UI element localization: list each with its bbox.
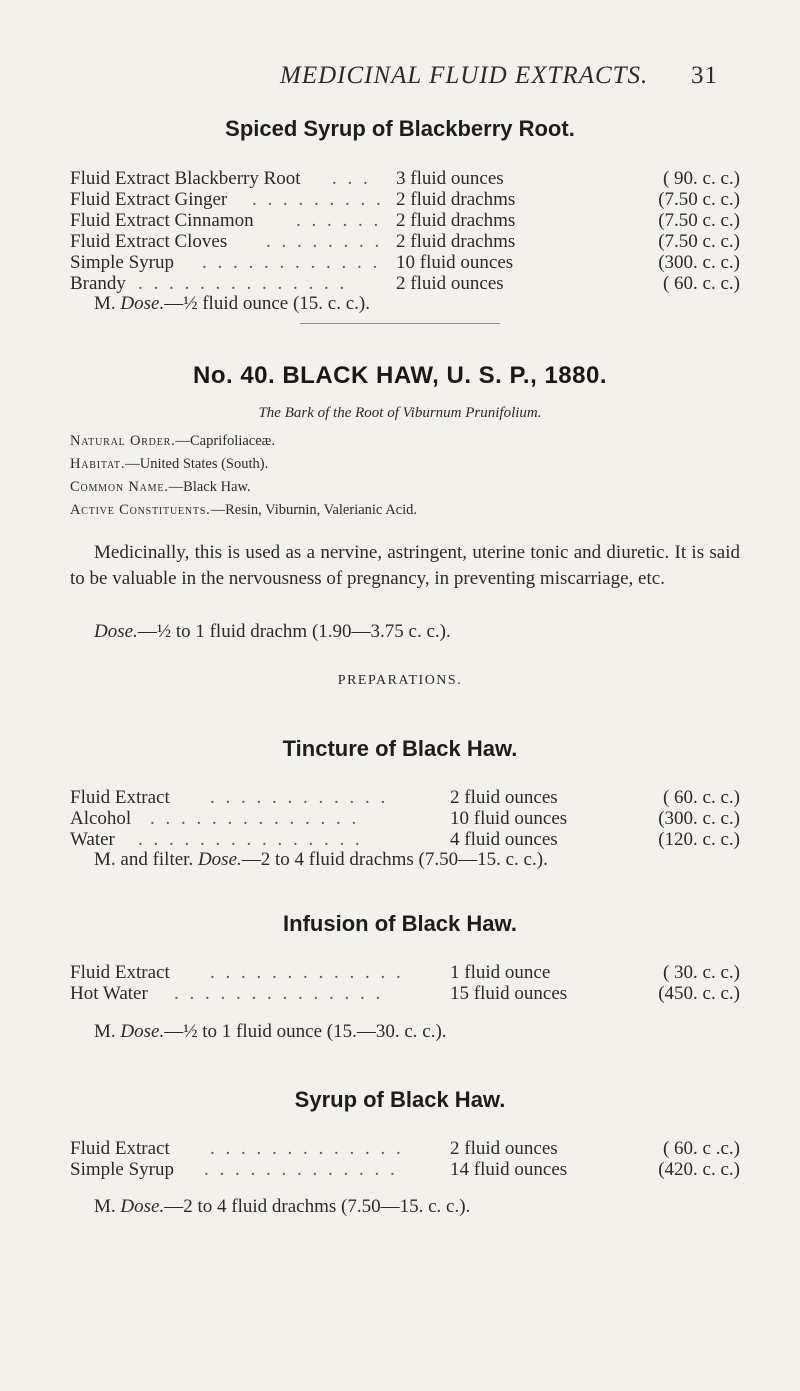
dot-leader: . . . . . . bbox=[296, 210, 382, 231]
mix-instruction: M. and filter. bbox=[94, 849, 194, 870]
fact-line bbox=[70, 430, 417, 453]
ingredient-name: Fluid Extract bbox=[70, 1138, 170, 1159]
ingredient-name: Alcohol bbox=[70, 808, 132, 829]
preparations-label: PREPARATIONS. bbox=[337, 673, 463, 688]
recipe-row bbox=[70, 787, 740, 808]
section-divider bbox=[300, 323, 500, 324]
dose-label: Dose. bbox=[197, 849, 242, 870]
ingredient-name: Fluid Extract Blackberry Root bbox=[70, 168, 301, 189]
recipe-row bbox=[70, 1159, 740, 1180]
recipe-row bbox=[70, 983, 740, 1004]
ingredient-metric: (120. c. c.) bbox=[658, 829, 740, 850]
recipe-row bbox=[70, 231, 740, 252]
recipe-row bbox=[70, 829, 740, 850]
ingredient-quantity: 2 fluid ounces bbox=[396, 273, 504, 294]
fact-label: Active Constituents. bbox=[70, 502, 211, 518]
ingredient-name: Brandy bbox=[70, 273, 126, 294]
dot-leader: . . . . . . . . . . . . . . bbox=[150, 808, 360, 829]
dose-text: —½ to 1 fluid ounce (15.—30. c. c.). bbox=[164, 1021, 447, 1042]
fact-label: Habitat. bbox=[70, 456, 126, 472]
tincture-title: Tincture of Black Haw. bbox=[282, 736, 518, 761]
dose-label: Dose. bbox=[120, 1021, 165, 1042]
black-haw-description: Medicinally, this is used as a nervine, astringent, uterine tonic and diuretic. It is said to be valuable in the nervousness of pregnancy, in preventing miscarriage, etc. bbox=[70, 542, 740, 589]
page-number: 31 bbox=[691, 62, 718, 89]
ingredient-quantity: 10 fluid ounces bbox=[396, 252, 514, 273]
ingredient-metric: (300. c. c.) bbox=[658, 252, 740, 273]
fact-line bbox=[70, 453, 417, 476]
fact-value: —United States (South). bbox=[125, 456, 269, 472]
ingredient-name: Fluid Extract bbox=[70, 787, 170, 808]
infusion-title: Infusion of Black Haw. bbox=[283, 911, 517, 936]
mix-instruction: M. bbox=[94, 1196, 116, 1217]
recipe-row bbox=[70, 273, 740, 294]
recipe-row bbox=[70, 808, 740, 829]
ingredient-metric: ( 60. c. c.) bbox=[662, 787, 740, 808]
ingredient-name: Fluid Extract bbox=[70, 962, 170, 983]
infusion-dose-line bbox=[94, 1021, 447, 1043]
dot-leader: . . . . . . . . . . . . . bbox=[210, 962, 404, 983]
ingredient-name: Simple Syrup bbox=[70, 1159, 174, 1180]
black-haw-facts bbox=[70, 430, 417, 522]
ingredient-quantity: 1 fluid ounce bbox=[450, 962, 551, 983]
dot-leader: . . . . . . . . . . . . . bbox=[210, 1138, 404, 1159]
running-head-title: MEDICINAL FLUID EXTRACTS. bbox=[280, 62, 649, 89]
ingredient-metric: (7.50 c. c.) bbox=[658, 231, 740, 252]
mix-instruction: M. bbox=[94, 1021, 116, 1042]
fact-value: —Caprifoliaceæ. bbox=[175, 433, 275, 449]
tincture-recipe bbox=[70, 787, 740, 850]
dot-leader: . . . . . . . . . . . . bbox=[202, 252, 381, 273]
syrup-dose-line bbox=[94, 1196, 470, 1218]
syrup-title: Syrup of Black Haw. bbox=[294, 1087, 506, 1112]
fact-label: Natural Order. bbox=[70, 433, 176, 449]
syrup-recipe bbox=[70, 1138, 740, 1180]
ingredient-metric: ( 90. c. c.) bbox=[662, 168, 740, 189]
dot-leader: . . . . . . . . . . . . . . . bbox=[138, 829, 363, 850]
infusion-recipe bbox=[70, 962, 740, 1004]
ingredient-metric: ( 30. c. c.) bbox=[662, 962, 740, 983]
ingredient-quantity: 2 fluid drachms bbox=[396, 231, 516, 252]
dose-label: Dose. bbox=[120, 1196, 165, 1217]
spiced-syrup-recipe bbox=[70, 168, 740, 294]
tincture-dose-line bbox=[94, 849, 548, 871]
ingredient-name: Hot Water bbox=[70, 983, 148, 1004]
dot-leader: . . . . . . . . bbox=[266, 231, 383, 252]
dot-leader: . . . . . . . . . . . . . . bbox=[174, 983, 384, 1004]
dot-leader: . . . . . . . . . . . . bbox=[210, 787, 389, 808]
dose-text: —½ to 1 fluid drachm (1.90—3.75 c. c.). bbox=[137, 621, 451, 642]
spiced-syrup-dose-line bbox=[94, 293, 370, 315]
recipe-row bbox=[70, 168, 740, 189]
recipe-row bbox=[70, 252, 740, 273]
fact-value: —Resin, Viburnin, Valerianic Acid. bbox=[210, 502, 418, 518]
ingredient-metric: ( 60. c .c.) bbox=[662, 1138, 740, 1159]
dot-leader: . . . . . . . . . bbox=[252, 189, 384, 210]
ingredient-name: Fluid Extract Cloves bbox=[70, 231, 228, 252]
recipe-row bbox=[70, 1138, 740, 1159]
ingredient-metric: (7.50 c. c.) bbox=[658, 210, 740, 231]
ingredient-quantity: 2 fluid ounces bbox=[450, 1138, 558, 1159]
ingredient-metric: ( 60. c. c.) bbox=[662, 273, 740, 294]
ingredient-metric: (420. c. c.) bbox=[658, 1159, 740, 1180]
ingredient-metric: (300. c. c.) bbox=[658, 808, 740, 829]
dot-leader: . . . bbox=[332, 168, 371, 189]
spiced-syrup-title: Spiced Syrup of Blackberry Root. bbox=[225, 116, 575, 141]
dose-label: Dose. bbox=[94, 621, 138, 642]
dot-leader: . . . . . . . . . . . . . . bbox=[138, 273, 348, 294]
dose-label: Dose. bbox=[120, 293, 165, 314]
recipe-row bbox=[70, 962, 740, 983]
ingredient-quantity: 3 fluid ounces bbox=[396, 168, 504, 189]
ingredient-quantity: 2 fluid drachms bbox=[396, 189, 516, 210]
mix-instruction: M. bbox=[94, 293, 116, 314]
dose-text: —2 to 4 fluid drachms (7.50—15. c. c.). bbox=[241, 849, 548, 870]
fact-value: —Black Haw. bbox=[168, 479, 251, 495]
fact-line bbox=[70, 476, 417, 499]
ingredient-quantity: 4 fluid ounces bbox=[450, 829, 558, 850]
ingredient-name: Simple Syrup bbox=[70, 252, 174, 273]
dot-leader: . . . . . . . . . . . . . bbox=[204, 1159, 398, 1180]
dose-text: —2 to 4 fluid drachms (7.50—15. c. c.). bbox=[164, 1196, 471, 1217]
ingredient-name: Fluid Extract Ginger bbox=[70, 189, 228, 210]
fact-label: Common Name. bbox=[70, 479, 169, 495]
ingredient-quantity: 10 fluid ounces bbox=[450, 808, 568, 829]
recipe-row bbox=[70, 210, 740, 231]
recipe-row bbox=[70, 189, 740, 210]
ingredient-name: Water bbox=[70, 829, 115, 850]
ingredient-quantity: 2 fluid drachms bbox=[396, 210, 516, 231]
dose-text: —½ fluid ounce (15. c. c.). bbox=[164, 293, 370, 314]
ingredient-metric: (7.50 c. c.) bbox=[658, 189, 740, 210]
ingredient-quantity: 15 fluid ounces bbox=[450, 983, 568, 1004]
ingredient-quantity: 2 fluid ounces bbox=[450, 787, 558, 808]
ingredient-metric: (450. c. c.) bbox=[658, 983, 740, 1004]
fact-line bbox=[70, 499, 417, 522]
ingredient-name: Fluid Extract Cinnamon bbox=[70, 210, 254, 231]
ingredient-quantity: 14 fluid ounces bbox=[450, 1159, 568, 1180]
black-haw-subtitle: The Bark of the Root of Viburnum Prunifolium. bbox=[258, 405, 542, 421]
black-haw-heading: No. 40. BLACK HAW, U. S. P., 1880. bbox=[192, 362, 607, 389]
black-haw-dose-line bbox=[94, 621, 451, 643]
